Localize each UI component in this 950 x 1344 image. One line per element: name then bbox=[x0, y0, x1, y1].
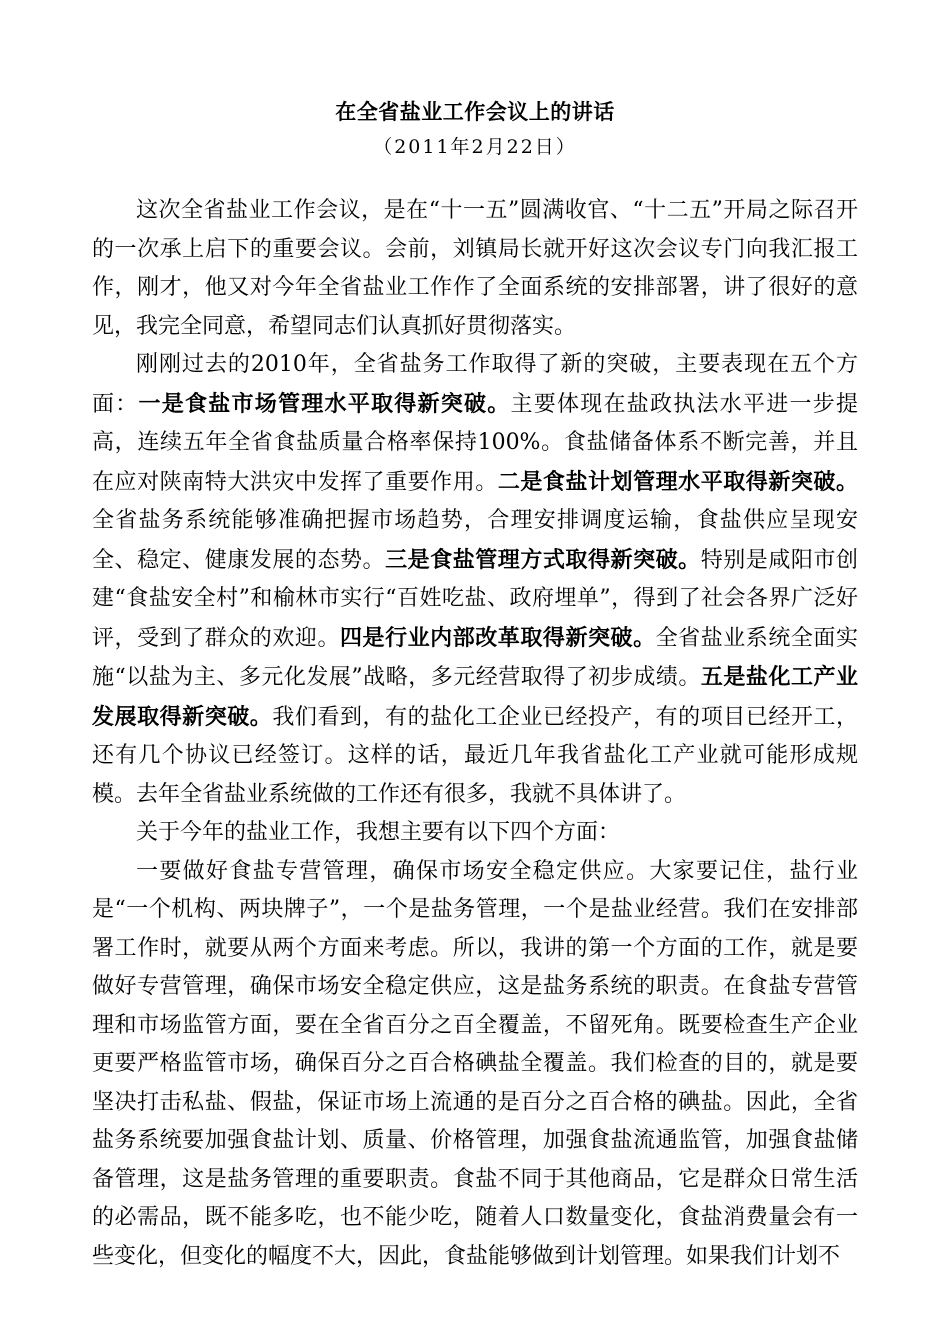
paragraph bbox=[92, 346, 858, 814]
paragraph bbox=[92, 814, 858, 853]
document-body bbox=[92, 192, 858, 1276]
paragraph-text: 全省盐业系统全面实施“以盐为主、多元化发展”战略，多元经营取得了初步成绩。 bbox=[92, 625, 858, 690]
paragraph-text: 我们看到，有的盐化工企业已经投产，有的项目已经开工，还有几个协议已经签订。这样的话，最近几年我省盐化工产业就可能形成规模。去年全省盐业系统做的工作还有很多，我就不具体讲了。 bbox=[92, 704, 858, 807]
bold-heading-text: 二是食盐计划管理水平取得新突破。 bbox=[497, 468, 858, 495]
paragraph bbox=[92, 192, 858, 346]
document-title: 在全省盐业工作会议上的讲话 bbox=[335, 99, 615, 124]
paragraph-text: 刚刚过去的2010年，全省盐务工作取得了新的突破，主要表现在五个方面： bbox=[92, 352, 858, 417]
paragraph bbox=[92, 853, 858, 1277]
document-date: （2011年2月22日） bbox=[373, 136, 577, 158]
bold-heading-text: 一是食盐市场管理水平取得新突破。 bbox=[138, 390, 511, 417]
bold-heading-text: 五是盐化工产业发展取得新突破。 bbox=[92, 664, 858, 730]
paragraph-text: 关于今年的盐业工作，我想主要有以下四个方面： bbox=[136, 820, 621, 845]
paragraph-text: 一要做好食盐专营管理，确保市场安全稳定供应。大家要记住，盐行业是“一个机构、两块牌子”，一个是盐务管理，一个是盐业经营。我们在安排部署工作时，就要从两个方面来考虑。所以，我讲的第一个方面的工作，就是要做好专营管理，确保市场安全稳定供应，这是盐务系统的职责。在食盐专营管理和市场监管方面，要在全省百分之百全覆盖，不留死角。既要检查生产企业更要严格监管市场，确保百分之百合格碘盐全覆盖。我们检查的目的，就是要坚决打击私盐、假盐，保证市场上流通的是百分之百合格的碘盐。因此，全省盐务系统要加强食盐计划、质量、价格管理，加强食盐流通监管，加强食盐储备管理，这是盐务管理的重要职责。食盐不同于其他商品，它是群众日常生活的必需品，既不能多吃，也不能少吃，随着人口数量变化，食盐消费量会有一些变化，但变化的幅度不大，因此，食盐能够做到计划管理。如果我们计划不 bbox=[92, 858, 858, 1269]
paragraph-text: 这次全省盐业工作会议，是在“十一五”圆满收官、“十二五”开局之际召开的一次承上启下的重要会议。会前，刘镇局长就开好这次会议专门向我汇报工作，刚才，他又对今年全省盐业工作作了全面系统的安排部署，讲了很好的意见，我完全同意，希望同志们认真抓好贯彻落实。 bbox=[92, 198, 858, 339]
bold-heading-text: 四是行业内部改革取得新突破。 bbox=[340, 624, 656, 651]
bold-heading-text: 三是食盐管理方式取得新突破。 bbox=[385, 546, 701, 573]
paragraph-text: 主要体现在盐政执法水平进一步提高，连续五年全省食盐质量合格率保持100%。食盐储备体系不断完善，并且在应对陕南特大洪灾中发挥了重要作用。 bbox=[92, 391, 858, 495]
paragraph-text: 特别是咸阳市创建“食盐安全村”和榆林市实行“百姓吃盐、政府埋单”，得到了社会各界广泛好评，受到了群众的欢迎。 bbox=[92, 547, 858, 651]
paragraph-text: 全省盐务系统能够准确把握市场趋势，合理安排调度运输，食盐供应呈现安全、稳定、健康发展的态势。 bbox=[92, 508, 858, 573]
